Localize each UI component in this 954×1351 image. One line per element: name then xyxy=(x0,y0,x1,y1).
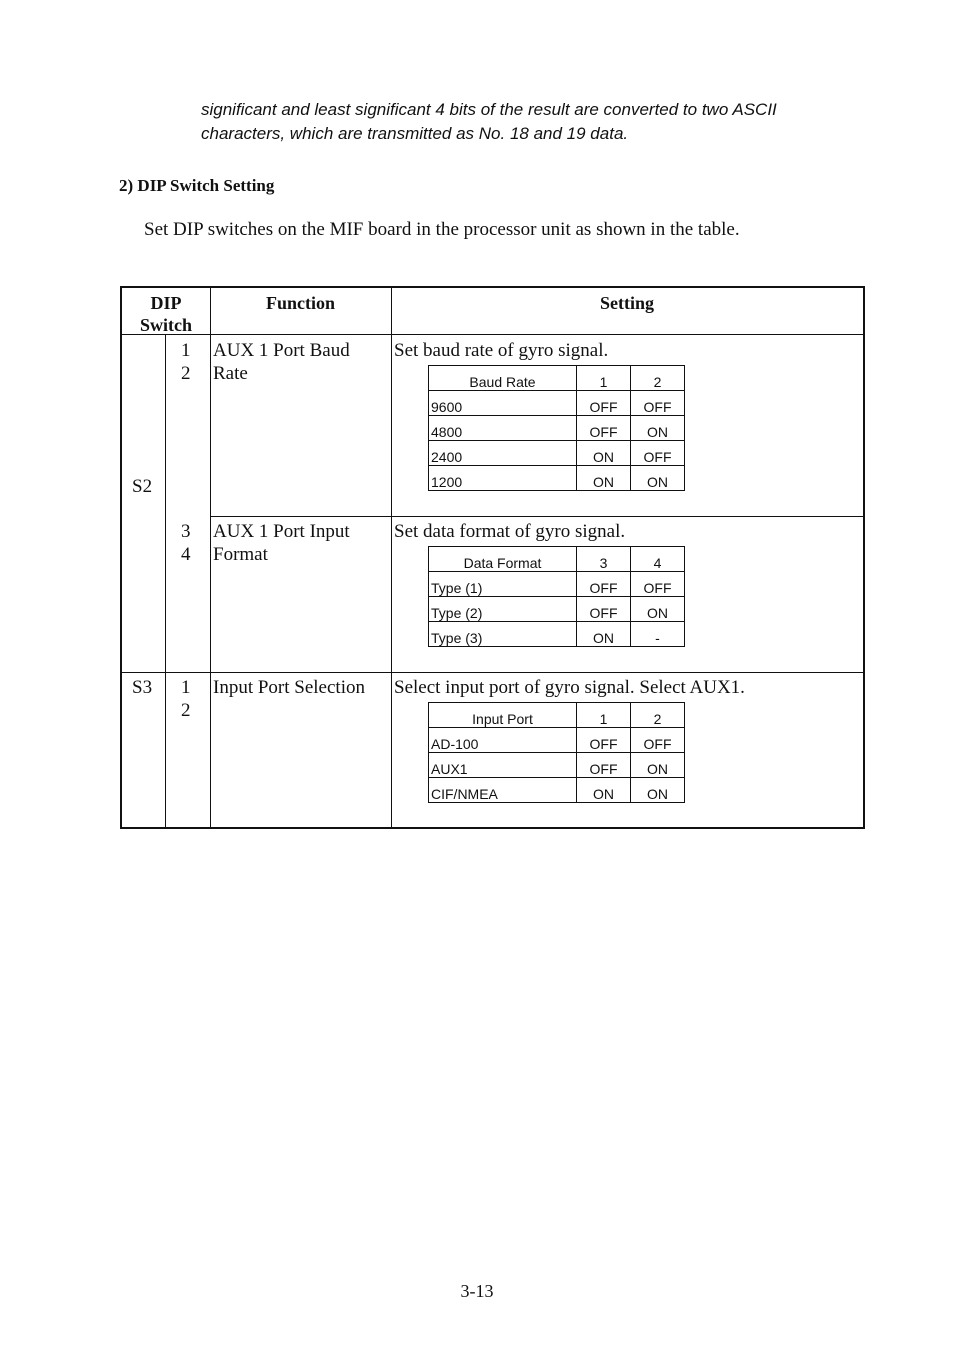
function-baud-line2: Rate xyxy=(213,363,248,384)
function-format-line1: AUX 1 Port Input xyxy=(213,521,350,542)
subtable-cell: Type (2) xyxy=(429,597,577,622)
subtable-header-cell: Input Port xyxy=(429,703,577,728)
subtable-header-row xyxy=(429,703,685,728)
input-port-subtable xyxy=(428,702,685,803)
subtable-cell: Type (3) xyxy=(429,622,577,647)
subtable-cell: - xyxy=(631,622,685,647)
switch-s3-label: S3 xyxy=(132,677,153,698)
subtable-header-cell: 4 xyxy=(631,547,685,572)
baud-rate-subtable xyxy=(428,365,685,491)
function-column-divider xyxy=(210,288,211,827)
function-baud-line1: AUX 1 Port Baud xyxy=(213,340,350,361)
subtable-cell: ON xyxy=(631,416,685,441)
header-dip-line1: DIP xyxy=(150,293,182,313)
header-dip-switch xyxy=(122,292,210,336)
subtable-cell: OFF xyxy=(631,441,685,466)
subtable-cell: OFF xyxy=(577,572,631,597)
dip-switch-table xyxy=(120,286,865,829)
subtable-header-cell: 1 xyxy=(577,703,631,728)
intro-line-1: significant and least significant 4 bits of the result are converted to two ASCII xyxy=(201,100,777,119)
subtable-cell: Type (1) xyxy=(429,572,577,597)
intro-line-2: characters, which are transmitted as No. 18 and 19 data. xyxy=(201,124,629,143)
subtable-cell: OFF xyxy=(577,391,631,416)
subtable-cell: OFF xyxy=(577,597,631,622)
subtable-cell: AUX1 xyxy=(429,753,577,778)
subtable-cell: OFF xyxy=(631,572,685,597)
subtable-cell: OFF xyxy=(577,416,631,441)
subtable-cell: OFF xyxy=(631,391,685,416)
subtable-row xyxy=(429,391,685,416)
subtable-row xyxy=(429,778,685,803)
switch-s2-label: S2 xyxy=(132,476,153,497)
setting-format-text: Set data format of gyro signal. xyxy=(394,521,626,542)
subtable-cell: ON xyxy=(631,778,685,803)
s2-row-divider xyxy=(210,516,863,517)
setting-input-port-text: Select input port of gyro signal. Select AUX1. xyxy=(394,677,745,698)
subtable-cell: ON xyxy=(577,622,631,647)
bit-1: 1 xyxy=(181,340,191,361)
subtable-cell: ON xyxy=(577,466,631,491)
subtable-header-cell: 2 xyxy=(631,703,685,728)
s3-row-divider xyxy=(122,672,863,673)
subtable-header-cell: 3 xyxy=(577,547,631,572)
subtable-header-cell: 1 xyxy=(577,366,631,391)
subtable-cell: CIF/NMEA xyxy=(429,778,577,803)
subtable-cell: 2400 xyxy=(429,441,577,466)
subtable-cell: OFF xyxy=(577,728,631,753)
subtable-row xyxy=(429,597,685,622)
subtable-row xyxy=(429,572,685,597)
subtable-row xyxy=(429,728,685,753)
setting-baud-text: Set baud rate of gyro signal. xyxy=(394,340,609,361)
header-divider xyxy=(122,334,863,335)
subtable-cell: OFF xyxy=(631,728,685,753)
subtable-header-cell: Data Format xyxy=(429,547,577,572)
subtable-cell: 4800 xyxy=(429,416,577,441)
bit-column-divider xyxy=(165,335,166,827)
subtable-row xyxy=(429,466,685,491)
bit-3: 3 xyxy=(181,521,191,542)
s3-bit-2: 2 xyxy=(181,700,191,721)
section-heading: 2) DIP Switch Setting xyxy=(119,176,275,195)
subtable-cell: OFF xyxy=(577,753,631,778)
setting-column-divider xyxy=(391,288,392,827)
subtable-cell: ON xyxy=(577,441,631,466)
bit-4: 4 xyxy=(181,544,191,565)
subtable-header-cell: Baud Rate xyxy=(429,366,577,391)
subtable-cell: AD-100 xyxy=(429,728,577,753)
subtable-row xyxy=(429,441,685,466)
header-function: Function xyxy=(265,293,335,313)
subtable-cell: ON xyxy=(577,778,631,803)
instruction-text: Set DIP switches on the MIF board in the processor unit as shown in the table. xyxy=(144,219,740,240)
data-format-subtable xyxy=(428,546,685,647)
subtable-row xyxy=(429,622,685,647)
header-setting: Setting xyxy=(600,293,654,313)
header-dip-line2: Switch xyxy=(139,315,192,335)
subtable-cell: ON xyxy=(631,753,685,778)
subtable-cell: 9600 xyxy=(429,391,577,416)
s3-bit-1: 1 xyxy=(181,677,191,698)
subtable-row xyxy=(429,416,685,441)
subtable-header-row xyxy=(429,547,685,572)
bit-2: 2 xyxy=(181,363,191,384)
subtable-header-row xyxy=(429,366,685,391)
subtable-header-cell: 2 xyxy=(631,366,685,391)
function-input-port: Input Port Selection xyxy=(213,677,365,698)
page-number: 3-13 xyxy=(460,1281,494,1301)
intro-paragraph xyxy=(201,98,901,146)
function-format-line2: Format xyxy=(213,544,268,565)
subtable-cell: ON xyxy=(631,597,685,622)
subtable-cell: 1200 xyxy=(429,466,577,491)
subtable-cell: ON xyxy=(631,466,685,491)
subtable-row xyxy=(429,753,685,778)
